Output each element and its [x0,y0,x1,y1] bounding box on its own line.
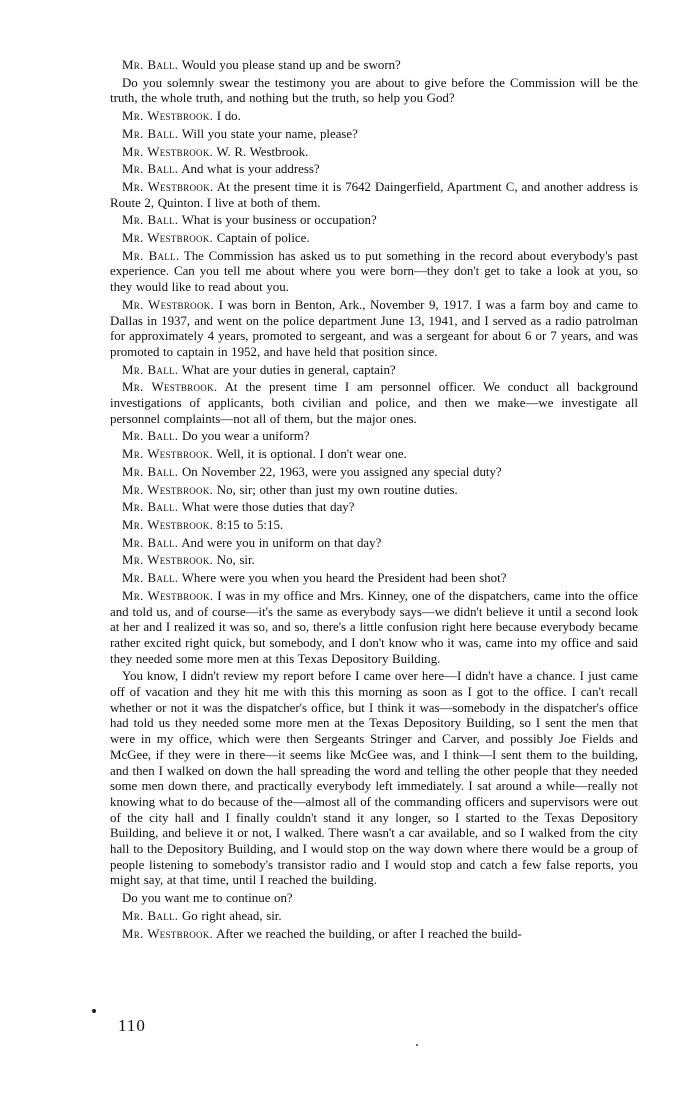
speaker-label: Mr. Ball. [122,213,179,228]
paragraph-text: At the present time I am personnel officer. We conduct all background investigations of applicants, both civilian and police, and then we make—we investigate all personnel complaints—not all of them, but the major ones. [110,380,639,426]
speaker-label: Mr. Ball. [122,535,179,550]
speaker-label: Mr. Ball. [122,908,179,923]
paragraph [110,927,638,943]
speaker-label: Mr. Westbrook. [122,926,214,941]
speaker-label: Mr. Westbrook. [122,144,214,159]
paragraph [110,109,638,125]
paragraph [110,553,638,569]
paragraph [110,518,638,534]
paragraph [110,249,638,296]
paragraph-text: I was born in Benton, Ark., November 9, 1917. I was a farm boy and came to Dallas in 1937, and went on the police department June 13, 1941, and I served as a radio patrolman for approximately 4 years, promoted to sergeant, and was a sergeant for about 6 or 7 years, and was promoted to captain in 1952, and have held that position since. [110,297,639,359]
paragraph-text: On November 22, 1963, were you assigned any special duty? [178,464,502,479]
paragraph-text: You know, I didn't review my report before I came over here—I didn't have a chance. I just came off of vacation and they hit me with this this morning as soon as I got to the office. I can't recall whether or not it was the dispatcher's office, but I think it was—somebody in the dispatcher's office had told us they needed some more men at the Texas Depository Building, so I sent the men that were in my office, which were then Sergeants Stringer and Carver, and possibly Joe Fields and McGee, if they were in there—it seems like McGee was, and I think—I sent them to the building, and then I walked on down the hall spreading the word and telling the other people that they needed some men down there, and practically everybody left immediately. I sat around a while—really not knowing what to do because of the—almost all of the commanding officers and supervisors were out of the city hall and I finally couldn't stand it any longer, so I started to the Texas Depository Building, and believe it or not, I walked. There wasn't a car available, and so I walked from the city hall to the Depository Building, and I would stop on the way down where there would be a group of people listening to somebody's transistor radio and I would stop and catch a few false reports, you might say, at that time, until I reached the building. [110,669,638,888]
speaker-label: Mr. Ball. [122,162,179,177]
scan-speck-mark [416,1044,418,1046]
paragraph [110,571,638,587]
paragraph [110,500,638,516]
paragraph [110,127,638,143]
paragraph [110,589,638,668]
speaker-label: Mr. Westbrook. [122,179,214,194]
paragraph-text: No, sir; other than just my own routine duties. [213,482,458,497]
paragraph-text: W. R. Westbrook. [213,144,309,159]
paragraph [110,180,638,211]
speaker-label: Mr. Westbrook. [122,588,214,603]
paragraph-text: What are your duties in general, captain? [178,362,396,377]
paragraph [110,76,638,107]
paragraph [110,213,638,229]
transcript-body [110,58,638,944]
speaker-label: Mr. Ball. [122,362,179,377]
speaker-label: Mr. Westbrook. [122,231,214,246]
paragraph-text: And were you in uniform on that day? [178,535,382,550]
paragraph-text: I do. [213,109,241,124]
paragraph-text: At the present time it is 7642 Daingerfield, Apartment C, and another address is Route 2, Quinton. I live at both of them. [110,179,638,210]
paragraph-text: No, sir. [213,553,255,568]
paragraph-text: What were those duties that day? [178,500,355,515]
paragraph-text: Where were you when you heard the President had been shot? [178,571,507,586]
speaker-label: Mr. Westbrook. [122,380,218,395]
paragraph-text: 8:15 to 5:15. [213,517,284,532]
paragraph-text: And what is your address? [178,162,320,177]
paragraph-text: Would you please stand up and be sworn? [178,58,401,72]
paragraph-text: Do you wear a uniform? [178,429,310,444]
paragraph [110,447,638,463]
paragraph-text: After we reached the building, or after I reached the build- [213,926,522,941]
speaker-label: Mr. Westbrook. [122,109,214,124]
scan-speck-mark [92,1009,96,1013]
speaker-label: Mr. Ball. [122,248,180,263]
paragraph [110,909,638,925]
speaker-label: Mr. Westbrook. [122,447,214,462]
paragraph-text: I was in my office and Mrs. Kinney, one of the dispatchers, came into the office and told us, and of course—it's the same as everybody says—we didn't believe it until a second look at her and I realized it was so, and so, there's a little confusion right here because everybody became rather excited right quick, but somebody, and I don't know who it was, came into my office and said they needed some more men at this Texas Depository Building. [110,588,639,666]
paragraph [110,669,638,889]
paragraph [110,536,638,552]
paragraph [110,380,638,427]
paragraph-text: What is your business or occupation? [178,213,377,228]
speaker-label: Mr. Westbrook. [122,517,214,532]
speaker-label: Mr. Ball. [122,500,179,515]
paragraph-text: Do you want me to continue on? [122,891,293,906]
speaker-label: Mr. Ball. [122,126,179,141]
paragraph [110,363,638,379]
speaker-label: Mr. Westbrook. [122,297,215,312]
paragraph-text: Captain of police. [213,231,310,246]
paragraph-text: The Commission has asked us to put something in the record about everybody's past experience. Can you tell me about where you were born—they don't get to take a look at you, so they would like to read about you. [110,248,638,295]
paragraph-text: Go right ahead, sir. [178,908,282,923]
paragraph [110,162,638,178]
paragraph [110,145,638,161]
paragraph [110,483,638,499]
speaker-label: Mr. Westbrook. [122,553,214,568]
paragraph [110,465,638,481]
speaker-label: Mr. Ball. [122,464,179,479]
speaker-label: Mr. Ball. [122,429,179,444]
paragraph [110,429,638,445]
paragraph [110,298,638,361]
speaker-label: Mr. Ball. [122,58,179,72]
page-number: 110 [118,1016,146,1035]
speaker-label: Mr. Westbrook. [122,482,214,497]
paragraph-text: Well, it is optional. I don't wear one. [213,447,407,462]
paragraph [110,58,638,74]
paragraph [110,891,638,907]
paragraph-text: Will you state your name, please? [178,126,358,141]
speaker-label: Mr. Ball. [122,571,179,586]
paragraph [110,231,638,247]
paragraph-text: Do you solemnly swear the testimony you are about to give before the Commission will be the truth, the whole truth, and nothing but the truth, so help you God? [110,75,638,106]
